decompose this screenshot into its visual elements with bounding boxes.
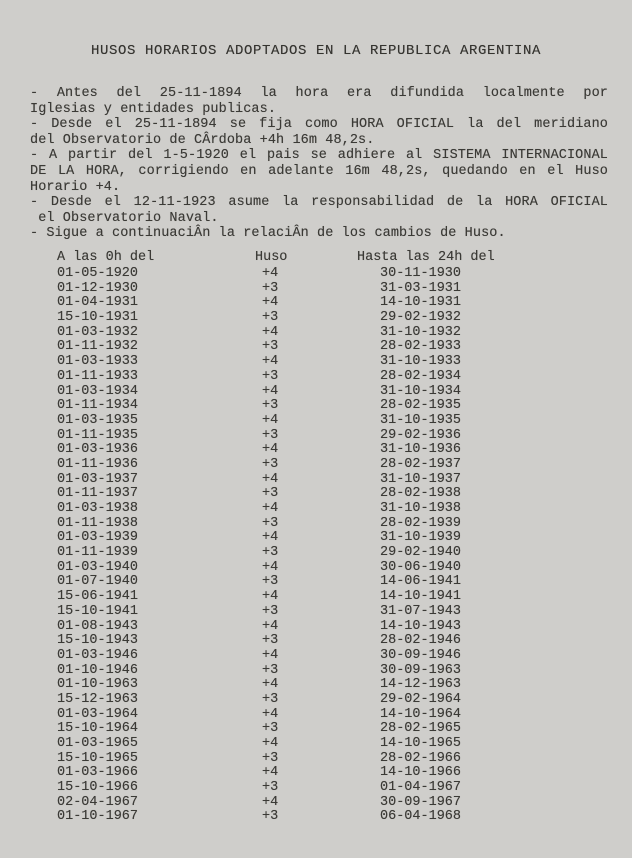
huso-cell: +4 <box>262 354 279 370</box>
intro-line: - Desde el 12-11-1923 asume la responsabilidad de la HORA OFICIAL <box>30 195 608 211</box>
start-date-cell: 15-12-1963 <box>57 691 139 707</box>
huso-cell: +3 <box>262 486 279 502</box>
table-row <box>0 707 632 722</box>
table-row <box>0 692 632 707</box>
huso-cell: +3 <box>262 809 279 825</box>
intro-line: Horario +4. <box>30 179 121 195</box>
end-date-cell: 31-10-1936 <box>380 442 462 458</box>
end-date-cell: 31-07-1943 <box>380 603 462 619</box>
end-date-cell: 31-10-1932 <box>380 324 462 340</box>
start-date-cell: 15-10-1943 <box>57 633 139 649</box>
huso-cell: +4 <box>262 706 279 722</box>
table-row <box>0 516 632 531</box>
start-date-cell: 01-08-1943 <box>57 618 139 634</box>
end-date-cell: 29-02-1964 <box>380 691 462 707</box>
end-date-cell: 31-10-1938 <box>380 501 462 516</box>
end-date-cell: 29-02-1936 <box>380 427 462 443</box>
table-row <box>0 266 632 281</box>
table-row <box>0 648 632 663</box>
end-date-cell: 30-09-1963 <box>380 662 462 678</box>
table-row <box>0 604 632 619</box>
table-row <box>0 281 632 296</box>
end-date-cell: 14-10-1943 <box>380 618 462 634</box>
table-row <box>0 736 632 751</box>
table-header-row <box>0 250 632 265</box>
huso-cell: +3 <box>262 662 279 678</box>
huso-cell: +3 <box>262 750 279 766</box>
table-row <box>0 310 632 325</box>
table-row <box>0 486 632 501</box>
end-date-cell: 28-02-1935 <box>380 398 462 414</box>
intro-line: - A partir del 1-5-1920 el pais se adhiere al SISTEMA INTERNACIONAL <box>30 148 608 164</box>
table-row <box>0 751 632 766</box>
intro-line: el Observatorio Naval. <box>30 210 219 226</box>
start-date-cell: 01-03-1934 <box>57 383 139 399</box>
start-date-cell: 01-03-1936 <box>57 442 139 458</box>
table-row <box>0 619 632 634</box>
huso-cell: +4 <box>262 618 279 634</box>
start-date-cell: 01-10-1946 <box>57 662 139 678</box>
table-row <box>0 472 632 487</box>
huso-cell: +4 <box>262 383 279 399</box>
huso-cell: +3 <box>262 515 279 531</box>
huso-cell: +4 <box>262 677 279 693</box>
start-date-cell: 01-07-1940 <box>57 574 139 590</box>
table-row <box>0 589 632 604</box>
table-row <box>0 442 632 457</box>
start-date-cell: 01-03-1937 <box>57 471 139 487</box>
end-date-cell: 14-10-1941 <box>380 589 462 605</box>
end-date-cell: 06-04-1968 <box>380 809 462 825</box>
huso-cell: +3 <box>262 545 279 561</box>
intro-line: - Desde el 25-11-1894 se fija como HORA OFICIAL la del meridiano <box>30 117 608 133</box>
huso-cell: +4 <box>262 589 279 605</box>
huso-cell: +4 <box>262 295 279 311</box>
table-row <box>0 339 632 354</box>
table-row <box>0 384 632 399</box>
start-date-cell: 01-03-1966 <box>57 765 139 781</box>
end-date-cell: 31-10-1937 <box>380 471 462 487</box>
start-date-cell: 01-11-1935 <box>57 427 139 443</box>
end-date-cell: 29-02-1940 <box>380 545 462 561</box>
huso-cell: +4 <box>262 324 279 340</box>
end-date-cell: 14-06-1941 <box>380 574 462 590</box>
end-date-cell: 31-10-1933 <box>380 354 462 370</box>
end-date-cell: 28-02-1933 <box>380 339 462 355</box>
huso-cell: +3 <box>262 603 279 619</box>
table-row <box>0 780 632 795</box>
start-date-cell: 01-11-1938 <box>57 515 139 531</box>
huso-cell: +4 <box>262 530 279 546</box>
huso-cell: +4 <box>262 442 279 458</box>
end-date-cell: 14-10-1966 <box>380 765 462 781</box>
huso-cell: +4 <box>262 765 279 781</box>
intro-line: Iglesias y entidades publicas. <box>30 101 277 117</box>
huso-cell: +3 <box>262 780 279 796</box>
start-date-cell: 15-10-1965 <box>57 750 139 766</box>
huso-cell: +4 <box>262 736 279 751</box>
table-row <box>0 663 632 678</box>
start-date-cell: 01-10-1967 <box>57 809 139 825</box>
start-date-cell: 01-11-1939 <box>57 545 139 561</box>
huso-cell: +3 <box>262 280 279 296</box>
start-date-cell: 01-03-1965 <box>57 736 139 751</box>
table-row <box>0 677 632 692</box>
start-date-cell: 15-10-1941 <box>57 603 139 619</box>
start-date-cell: 01-03-1939 <box>57 530 139 546</box>
huso-cell: +4 <box>262 794 279 810</box>
end-date-cell: 14-10-1964 <box>380 706 462 722</box>
start-date-cell: 01-11-1936 <box>57 456 139 472</box>
start-date-cell: 02-04-1967 <box>57 794 139 810</box>
table-row <box>0 325 632 340</box>
start-date-cell: 01-03-1933 <box>57 354 139 370</box>
table-row <box>0 795 632 810</box>
intro-line: del Observatorio de CÂrdoba +4h 16m 48,2s. <box>30 132 375 148</box>
start-date-cell: 01-05-1920 <box>57 266 139 281</box>
table-row <box>0 457 632 472</box>
end-date-cell: 28-02-1938 <box>380 486 462 502</box>
table-row <box>0 574 632 589</box>
start-date-cell: 01-12-1930 <box>57 280 139 296</box>
end-date-cell: 28-02-1937 <box>380 456 462 472</box>
end-date-cell: 29-02-1932 <box>380 310 462 326</box>
table-row <box>0 413 632 428</box>
table-row <box>0 369 632 384</box>
start-date-cell: 01-11-1932 <box>57 339 139 355</box>
table-row <box>0 428 632 443</box>
end-date-cell: 31-10-1934 <box>380 383 462 399</box>
huso-cell: +3 <box>262 427 279 443</box>
start-date-cell: 01-04-1931 <box>57 295 139 311</box>
start-date-cell: 01-03-1938 <box>57 501 139 516</box>
end-date-cell: 30-11-1930 <box>380 266 462 281</box>
end-date-cell: 28-02-1946 <box>380 633 462 649</box>
table-row <box>0 721 632 736</box>
huso-cell: +3 <box>262 339 279 355</box>
table-row <box>0 398 632 413</box>
timezone-table-body <box>0 266 632 824</box>
end-date-cell: 28-02-1965 <box>380 721 462 737</box>
start-date-cell: 01-03-1935 <box>57 412 139 428</box>
huso-cell: +3 <box>262 368 279 384</box>
end-date-cell: 28-02-1939 <box>380 515 462 531</box>
huso-cell: +3 <box>262 574 279 590</box>
column-header-end-date: Hasta las 24h del <box>357 250 495 265</box>
table-row <box>0 545 632 560</box>
huso-cell: +4 <box>262 412 279 428</box>
huso-cell: +3 <box>262 721 279 737</box>
end-date-cell: 14-10-1965 <box>380 736 462 751</box>
intro-paragraphs <box>30 86 608 242</box>
huso-cell: +4 <box>262 266 279 281</box>
end-date-cell: 28-02-1934 <box>380 368 462 384</box>
end-date-cell: 31-10-1935 <box>380 412 462 428</box>
start-date-cell: 01-10-1963 <box>57 677 139 693</box>
end-date-cell: 31-10-1939 <box>380 530 462 546</box>
table-row <box>0 765 632 780</box>
end-date-cell: 14-10-1931 <box>380 295 462 311</box>
start-date-cell: 15-10-1966 <box>57 780 139 796</box>
end-date-cell: 14-12-1963 <box>380 677 462 693</box>
start-date-cell: 01-11-1937 <box>57 486 139 502</box>
intro-line: DE LA HORA, corrigiendo en adelante 16m 48,2s, quedando en el Huso <box>30 163 608 179</box>
huso-cell: +3 <box>262 691 279 707</box>
start-date-cell: 01-03-1932 <box>57 324 139 340</box>
start-date-cell: 15-06-1941 <box>57 589 139 605</box>
huso-cell: +4 <box>262 501 279 516</box>
start-date-cell: 01-03-1946 <box>57 647 139 663</box>
end-date-cell: 28-02-1966 <box>380 750 462 766</box>
start-date-cell: 15-10-1931 <box>57 310 139 326</box>
start-date-cell: 15-10-1964 <box>57 721 139 737</box>
column-header-start-date: A las 0h del <box>57 250 155 265</box>
intro-line: - Sigue a continuaciÂn la relaciÂn de los cambios de Huso. <box>30 226 506 242</box>
huso-cell: +3 <box>262 398 279 414</box>
document-title: HUSOS HORARIOS ADOPTADOS EN LA REPUBLICA ARGENTINA <box>90 43 542 59</box>
table-row <box>0 633 632 648</box>
start-date-cell: 01-11-1933 <box>57 368 139 384</box>
column-header-huso: Huso <box>255 250 288 265</box>
huso-cell: +4 <box>262 471 279 487</box>
end-date-cell: 30-09-1946 <box>380 647 462 663</box>
end-date-cell: 30-06-1940 <box>380 559 462 575</box>
table-row <box>0 560 632 575</box>
intro-line: - Antes del 25-11-1894 la hora era difundida localmente por <box>30 86 608 101</box>
huso-cell: +4 <box>262 559 279 575</box>
table-row <box>0 809 632 824</box>
end-date-cell: 01-04-1967 <box>380 780 462 796</box>
end-date-cell: 31-03-1931 <box>380 280 462 296</box>
end-date-cell: 30-09-1967 <box>380 794 462 810</box>
huso-cell: +4 <box>262 647 279 663</box>
table-row <box>0 295 632 310</box>
table-row <box>0 354 632 369</box>
start-date-cell: 01-03-1940 <box>57 559 139 575</box>
huso-cell: +3 <box>262 456 279 472</box>
huso-cell: +3 <box>262 633 279 649</box>
table-row <box>0 530 632 545</box>
huso-cell: +3 <box>262 310 279 326</box>
table-row <box>0 501 632 516</box>
start-date-cell: 01-11-1934 <box>57 398 139 414</box>
start-date-cell: 01-03-1964 <box>57 706 139 722</box>
